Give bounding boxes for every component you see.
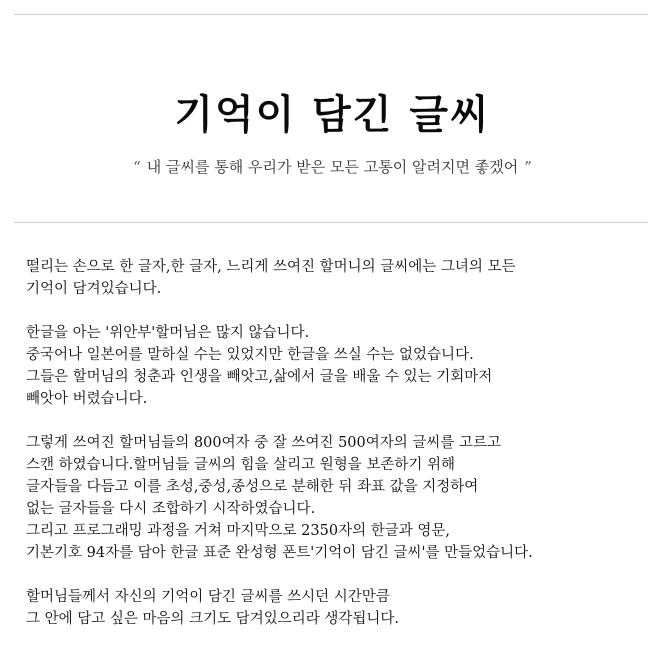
paragraph	[26, 256, 656, 300]
paragraph	[26, 322, 656, 410]
paragraph-line: 그 안에 담고 싶은 마음의 크기도 담겨있으리라 생각됩니다.	[26, 611, 400, 627]
quote-text: 내 글씨를 통해 우리가 받은 모든 고통이 알려지면 좋겠어	[146, 158, 519, 176]
paragraph-line: 스캔 하였습니다.할머님들 글씨의 힘을 살리고 원형을 보존하기 위해	[26, 457, 456, 473]
paragraph-line: 한글을 아는 '위안부'할머님은 많지 않습니다.	[26, 325, 310, 341]
paragraph-line: 기억이 담겨있습니다.	[26, 281, 162, 297]
page-title: 기억이 담긴 글씨	[174, 90, 491, 138]
paragraph-line: 중국어나 일본어를 말하실 수는 있었지만 한글을 쓰실 수는 없었습니다.	[26, 347, 474, 363]
paragraph	[26, 586, 656, 630]
quote-open-mark: “	[133, 158, 141, 176]
paragraph-line: 글자들을 다듬고 이를 초성,중성,종성으로 분해한 뒤 좌표 값을 지정하여	[26, 479, 479, 495]
paragraph-line: 없는 글자들을 다시 조합하기 시작하였습니다.	[26, 501, 316, 517]
top-divider	[14, 14, 648, 15]
paragraph-line: 할머님들께서 자신의 기억이 담긴 글씨를 쓰시던 시간만큼	[26, 589, 390, 605]
paragraph-line: 그리고 프로그래밍 과정을 거쳐 마지막으로 2350자의 한글과 영문,	[26, 523, 450, 539]
section-divider	[14, 222, 648, 223]
paragraph-line: 기본기호 94자를 담아 한글 표준 완성형 폰트'기억이 담긴 글씨'를 만들었습니다.	[26, 545, 533, 561]
paragraph-line: 그렇게 쓰여진 할머님들의 800여자 중 잘 쓰여진 500여자의 글씨를 고르고	[26, 435, 502, 451]
paragraph-line: 빼앗아 버렸습니다.	[26, 391, 148, 407]
paragraph	[26, 432, 656, 564]
paragraph-line: 그들은 할머님의 청춘과 인생을 빼앗고,삶에서 글을 배울 수 있는 기회마저	[26, 369, 493, 385]
quote	[0, 158, 665, 176]
paragraph-line: 떨리는 손으로 한 글자,한 글자, 느리게 쓰여진 할머니의 글씨에는 그녀의 모든	[26, 259, 516, 275]
article-body	[26, 256, 656, 652]
quote-close-mark: ”	[524, 158, 532, 176]
